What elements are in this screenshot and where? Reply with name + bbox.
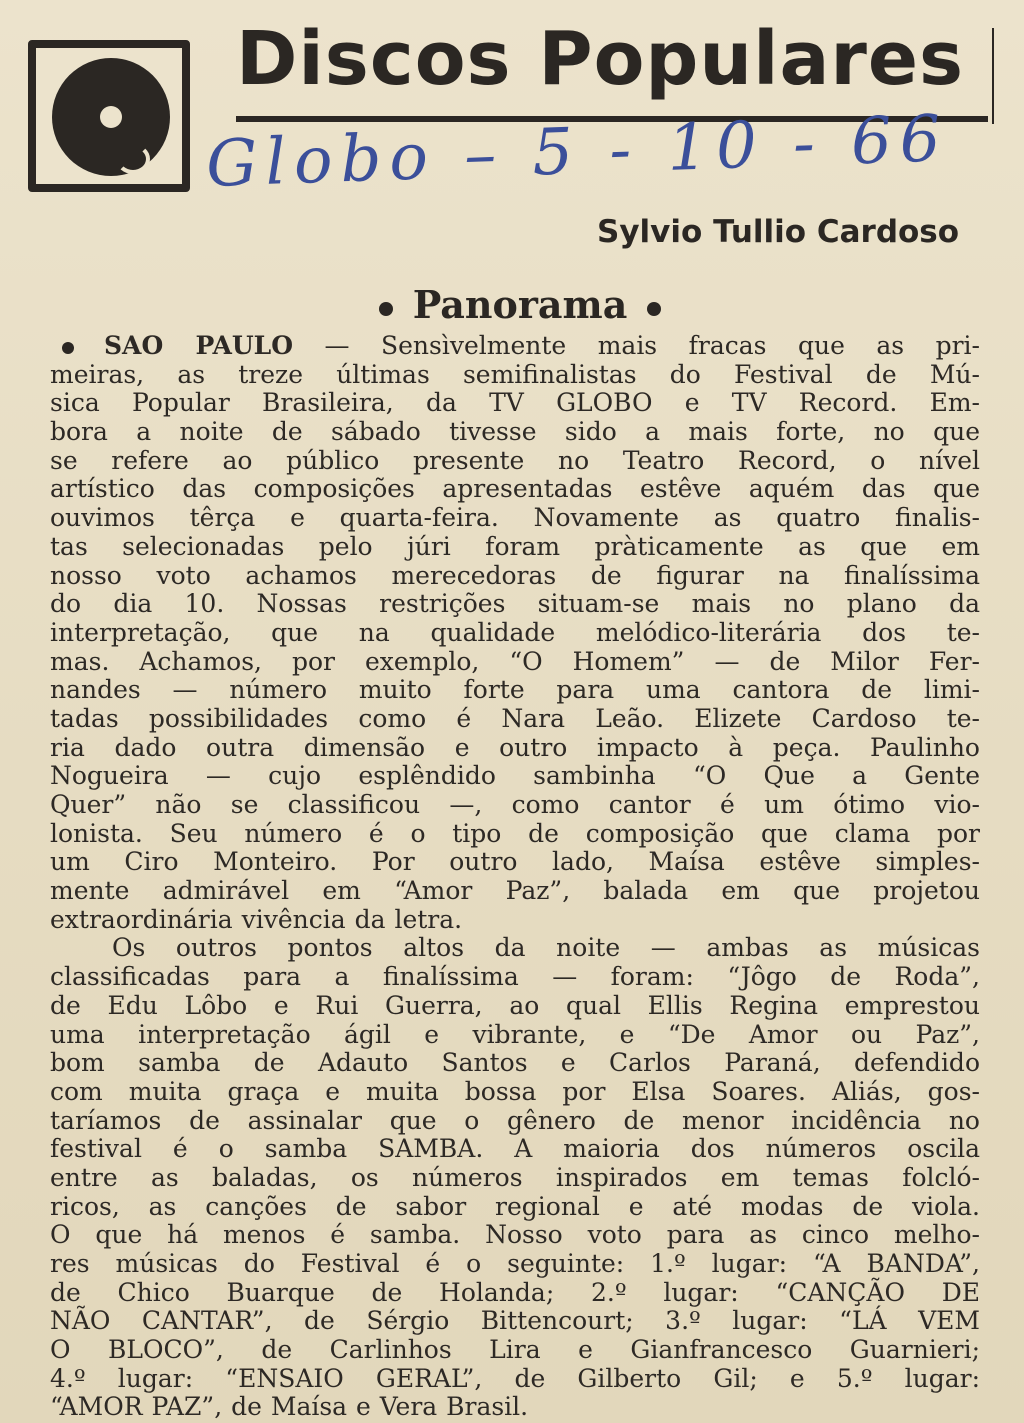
article-line: uma interpretação ágil e vibrante, e “De Amor ou Paz”,: [50, 1019, 980, 1049]
article-line: nandes — número muito forte para uma cantora de limi-: [50, 675, 980, 705]
article-line: se refere ao público presente no Teatro Record, o nível: [50, 445, 980, 475]
article-line: artístico das composições apresentadas estêve aquém das que: [50, 474, 980, 504]
article-line: lonista. Seu número é o tipo de composição que clama por: [50, 818, 980, 848]
section-heading: [330, 282, 710, 327]
article-line: O que há menos é samba. Nosso voto para as cinco melho-: [50, 1220, 980, 1250]
article-line: extraordinária vivência da letra.: [50, 904, 463, 934]
article-line: Quer” não se classificou —, como cantor é um ótimo vio-: [50, 790, 980, 819]
article-line: meiras, as treze últimas semifinalistas do Festival de Mú-: [50, 359, 980, 389]
article-line: classificadas para a finalíssima — foram: “Jôgo de Roda”,: [50, 962, 980, 992]
article-line: um Ciro Monteiro. Por outro lado, Maísa estêve simples-: [50, 847, 980, 877]
article-line: taríamos de assinalar que o gênero de menor incidência no: [50, 1105, 980, 1135]
article-line: mas. Achamos, por exemplo, “O Homem” — de Milor Fer-: [50, 646, 980, 676]
article-line: nosso voto achamos merecedoras de figurar na finalíssima: [50, 560, 980, 590]
article-line: de Edu Lôbo e Rui Guerra, ao qual Ellis Regina emprestou: [50, 990, 980, 1020]
section-title: Panorama: [412, 282, 628, 327]
article-body: [50, 332, 980, 1422]
article-line: sica Popular Brasileira, da TV GLOBO e TV Record. Em-: [50, 388, 980, 418]
article-line: “AMOR PAZ”, de Maísa e Vera Brasil.: [50, 1392, 529, 1422]
article-line: tadas possibilidades como é Nara Leão. Elizete Cardoso te-: [50, 703, 980, 733]
bullet-icon: [379, 302, 393, 316]
bullet-icon: [62, 342, 74, 354]
article-line: Nogueira — cujo esplêndido sambinha “O Que a Gente: [50, 761, 980, 791]
article-line: tas selecionadas pelo júri foram pràticamente as que em: [50, 531, 980, 561]
record-disc-logo: [28, 40, 190, 192]
article-line: 4.º lugar: “ENSAIO GERAL”, de Gilberto Gil; e 5.º lugar:: [50, 1363, 980, 1393]
article-line: bom samba de Adauto Santos e Carlos Paraná, defendido: [50, 1048, 980, 1078]
article-line: ricos, as canções de sabor regional e até modas de viola.: [50, 1191, 980, 1221]
article-line: Os outros pontos altos da noite — ambas as músicas: [112, 933, 980, 963]
title-bracket: [986, 28, 994, 124]
article-line: entre as baladas, os números inspirados em temas folcló-: [50, 1162, 980, 1192]
article-line: res músicas do Festival é o seguinte: 1.º lugar: “A BANDA”,: [50, 1249, 980, 1278]
article-line: mente admirável em “Amor Paz”, balada em que projetou: [50, 876, 980, 906]
article-line: festival é o samba SAMBA. A maioria dos números oscila: [50, 1134, 980, 1164]
dateline-place: SAO PAULO: [104, 331, 294, 360]
article-line: do dia 10. Nossas restrições situam-se mais no plano da: [50, 589, 980, 619]
article-line: NÃO CANTAR”, de Sérgio Bittencourt; 3.º lugar: “LÁ VEM: [50, 1306, 980, 1336]
disc-icon: [52, 58, 170, 176]
author-byline: Sylvio Tullio Cardoso: [597, 214, 960, 250]
article-line: interpretação, que na qualidade melódico-literária dos te-: [50, 617, 980, 647]
handwritten-note-text: Globo – 5 - 10 - 66: [205, 102, 950, 202]
article-line: ouvimos têrça e quarta-feira. Novamente as quatro finalis-: [50, 503, 980, 533]
article-line: [50, 332, 980, 361]
article-line: ria dado outra dimensão e outro impacto à peça. Paulinho: [50, 732, 980, 762]
article-line: bora a noite de sábado tivesse sido a mais forte, no que: [50, 417, 980, 447]
article-line: O BLOCO”, de Carlinhos Lira e Gianfrancesco Guarnieri;: [50, 1335, 980, 1365]
column-title: Discos Populares: [236, 16, 965, 102]
bullet-icon: [647, 302, 661, 316]
article-line-text: — Sensìvelmente mais fracas que as pri-: [293, 331, 980, 360]
article-line: de Chico Buarque de Holanda; 2.º lugar: “CANÇÃO DE: [50, 1277, 980, 1307]
article-line: com muita graça e muita bossa por Elsa Soares. Aliás, gos-: [50, 1076, 980, 1106]
